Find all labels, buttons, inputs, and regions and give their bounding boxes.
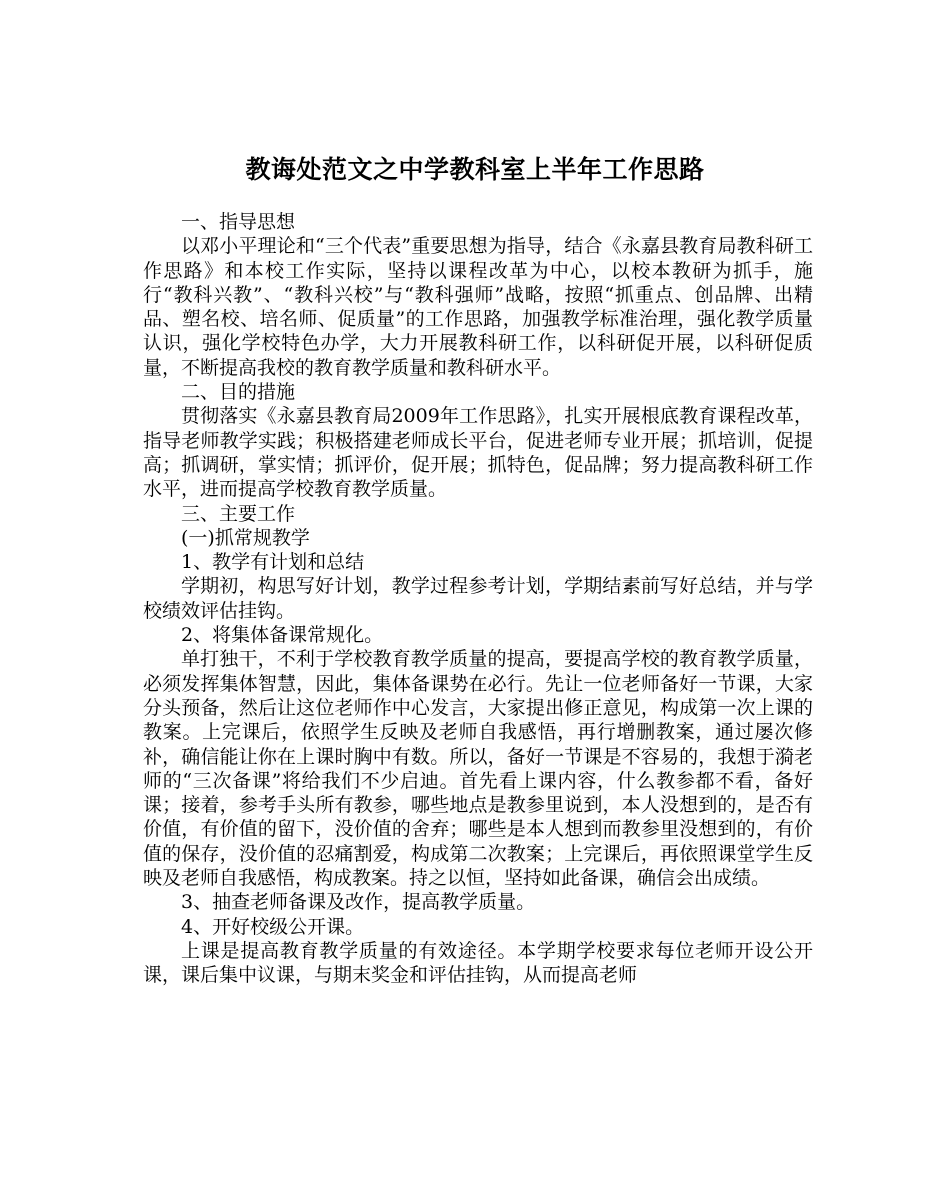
paragraph-plan-summary: 学期初，构思写好计划，教学过程参考计划，学期结素前写好总结，并与学校绩效评估挂钩。 bbox=[143, 575, 813, 622]
item-heading-plan-summary: 1、教学有计划和总结 bbox=[181, 551, 365, 574]
document-body bbox=[143, 210, 813, 988]
section-heading-guiding-ideology: 一、指导思想 bbox=[181, 211, 296, 233]
paragraph-collective-lesson-prep: 单打独干，不利于学校教育教学质量的提高，要提高学校的教育教学质量，必须发挥集体智慧，因此，集体备课势在必行。先让一位老师备好一节课，大家分头预备，然后让这位老师作中心发言，大家提出修正意见，构成第一次上课的教案。上完课后，依照学生反映及老师自我感悟，再行增删教案，通过屡次修补，确信能让你在上课时胸中有数。所以，备好一节课是不容易的，我想于漪老师的“三次备课”将给我们不少启迪。首先看上课内容，什么教参都不看，备好课；接着，参考手头所有教参，哪些地点是教参里说到，本人没想到的，是否有价值，有价值的留下，没价值的舍弃；哪些是本人想到而教参里没想到的，有价值的保存，没价值的忍痛割爱，构成第二次教案；上完课后，再依照课堂学生反映及老师自我感悟，构成教案。持之以恒，坚持如此备课，确信会出成绩。 bbox=[143, 648, 813, 890]
section-heading-main-work: 三、主要工作 bbox=[181, 502, 296, 525]
item-heading-collective-lesson-prep: 2、将集体备课常规化。 bbox=[181, 624, 384, 647]
paragraph-open-class: 上课是提高教育教学质量的有效途径。本学期学校要求每位老师开设公开课，课后集中议课，与期末奖金和评估挂钩，从而提高老师 bbox=[143, 939, 813, 987]
item-heading-spot-check: 3、抽查老师备课及改作，提高教学质量。 bbox=[181, 891, 536, 914]
paragraph-guiding-ideology: 以邓小平理论和“三个代表”重要思想为指导，结合《永嘉县教育局教科研工作思路》和本校工作实际，坚持以课程改革为中心，以校本教研为抓手，施行“教科兴教”、“教科兴校”与“教科强师”战略，按照“抓重点、创品牌、出精品、塑名校、培名师、促质量”的工作思路，加强教学标准治理，强化教学质量认识，强化学校特色办学，大力开展教科研工作，以科研促开展，以科研促质量，不断提高我校的教育教学质量和教科研水平。 bbox=[143, 235, 813, 379]
section-heading-goals-measures: 二、目的措施 bbox=[181, 381, 296, 404]
document-title: 教诲处范文之中学教科室上半年工作思路 bbox=[245, 154, 705, 184]
paragraph-goals-measures: 贯彻落实《永嘉县教育局2009年工作思路》，扎实开展根底教育课程改革，指导老师教学实践；积极搭建老师成长平台，促进老师专业开展；抓培训，促提高；抓调研，掌实情；抓评价，促开展；抓特色，促品牌；努力提高教科研工作水平，进而提高学校教育教学质量。 bbox=[143, 405, 813, 501]
subsection-heading-routine-teaching: (一)抓常规教学 bbox=[181, 526, 310, 549]
item-heading-open-class: 4、开好校级公开课。 bbox=[181, 915, 365, 938]
